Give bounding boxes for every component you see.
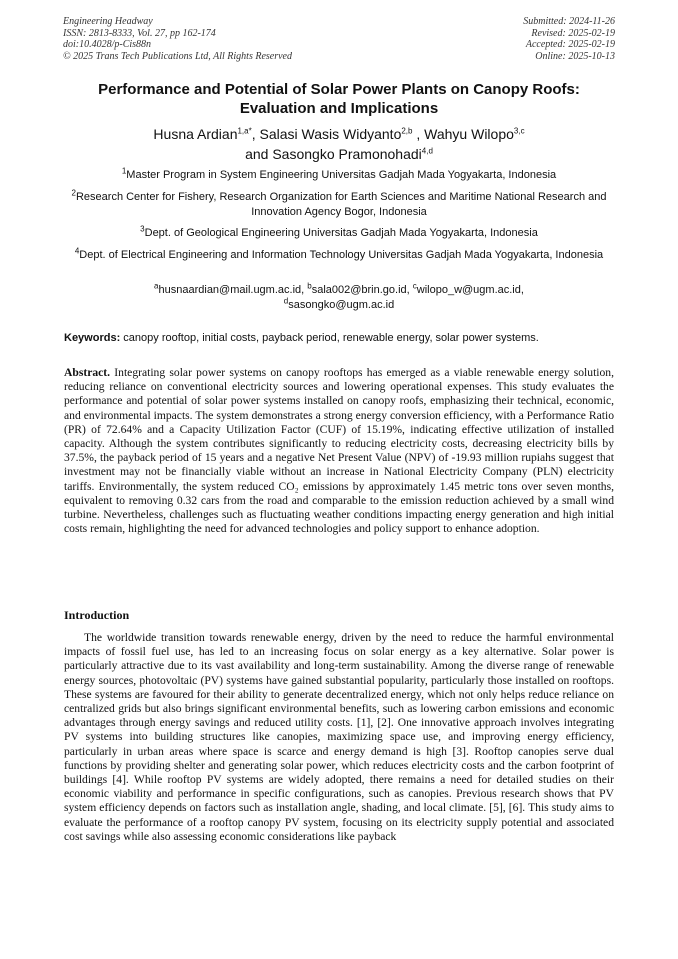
affiliation-text: Research Center for Fishery, Research Organization for Earth Sciences and Maritime National Research and Innovation Agency Bogor, Indonesia [75,191,607,218]
publication-dates [523,16,615,62]
affiliation-2 [60,190,618,219]
author-affil-marker: 4,d [421,146,433,156]
affiliation-number: 2 [71,188,76,198]
paper-title [40,81,638,118]
affiliation-number: 3 [140,224,145,234]
copyright: © 2025 Trans Tech Publications Ltd, All Rights Reserved [63,50,292,62]
affiliation-text: Master Program in System Engineering Universitas Gadjah Mada Yogyakarta, Indonesia [126,169,557,181]
title-line-2: Evaluation and Implications [239,99,439,117]
journal-info [63,16,292,62]
keywords-label: Keywords: [64,332,121,344]
keywords [64,331,624,345]
email-link[interactable]: sala002@brin.go.id, [311,284,413,296]
keywords-text: canopy rooftop, initial costs, payback period, renewable energy, solar power systems. [120,332,539,344]
abstract-text: Integrating solar power systems on canopy rooftops has emerged as a viable renewable energy solution, reducing reliance on conventional electricity sources and lowering operational expenses. This study evaluates the performance and potential of solar power systems installed on canopy roofs, emphasizing their technical, economic, and environmental impacts. The system demonstrates a strong energy conversion efficiency, with a Performance Ratio (PR) of 72.64% and a Capacity Utilization Factor (CUF) of 15.19%, indicating effective utilization of installed capacity. Although the system contributes significantly to reducing electricity costs, decreasing electricity bills by 37.5%, the payback period of 15 years and a negative Net Present Value (NPV) of -19.93 million rupiahs suggest that investment may not be financially viable without an increase in National Electricity Company (PLN) electricity tariffs. Environmentally, the system reduced CO₂ emissions by approximately 1.45 metric tons over seven months, equivalent to removing 0.32 cars from the road and comparable to the emission reduction achieved by a small wind turbine. Nevertheless, challenges such as fluctuating weather conditions impacting energy generation and high initial costs remain, highlighting the need for advanced technologies and policy support to enhance adoption. [64,366,614,536]
affiliation-text: Dept. of Electrical Engineering and Information Technology Universitas Gadjah Mada Yogyakarta, Indonesia [79,249,604,261]
online-date: Online: 2025-10-13 [535,50,615,62]
title-line-1: Performance and Potential of Solar Power Plants on Canopy Roofs: [98,81,580,98]
author-affil-marker: 3,c [513,126,525,136]
authors-line-2 [40,144,638,164]
revised-date: Revised: 2025-02-19 [531,27,615,39]
author-name: Wahyu Wilopo [424,126,514,142]
email-link[interactable]: husnaardian@mail.ugm.ac.id, [158,284,308,296]
introduction-paragraph: The worldwide transition towards renewable energy, driven by the need to reduce the harmful environmental impacts of fossil fuel use, has led to an increasing focus on solar energy as a key alternative. Solar power is particularly attractive due to its vast availability and long-term sustainability. Among the diverse range of renewable energy sources, photovoltaic (PV) systems have gained substantial popularity, particularly those installed on rooftops. These systems are favoured for their ability to generate decentralized energy, which not only helps reduce reliance on centralized grids but also brings significant environmental benefits, such as lowering carbon emissions and economic advantages through energy savings and reduced utility costs. [1], [2]. One innovative approach involves integrating PV systems into building structures like canopies, maximizing space use, and improving energy efficiency, particularly in urban areas where space is scarce and energy demand is high [3]. Rooftop canopies serve dual functions by providing shelter and generating solar power, which reduces electricity costs and the carbon footprint of buildings [4]. While rooftop PV systems are widely adopted, there remains a need for detailed studies on their economic viability and performance in specific configurations, such as canopies. Previous research shows that PV system efficiency depends on factors such as installation angle, shading, and local climate. [5], [6]. This study aims to evaluate the performance of a rooftop canopy PV system, focusing on its electricity supply potential and associated cost savings while also assessing economic considerations like payback [64,631,614,843]
email-link[interactable]: wilopo_w@ugm.ac.id, [416,284,524,296]
journal-name: Engineering Headway [63,16,153,27]
author-separator: , [251,126,260,142]
email-marker: c [412,281,417,291]
author-list [40,124,638,164]
doi[interactable]: doi:10.4028/p-Cis88n [63,39,152,50]
email-marker: d [283,295,289,305]
issn: ISSN: 2813-8333, Vol. 27, pp 162-174 [63,27,216,39]
affiliation-number: 4 [74,246,80,256]
author-name: Husna Ardian [153,126,238,142]
section-heading-introduction: Introduction [64,608,130,622]
author-name: Salasi Wasis Widyanto [259,126,402,142]
authors-line-1 [40,124,638,144]
email-marker: b [307,281,312,291]
author-emails [110,283,568,312]
author-affil-marker: 1,a* [237,126,252,136]
email-marker: a [154,281,159,291]
abstract [64,366,614,536]
affiliation-number: 1 [121,166,127,176]
submitted-date: Submitted: 2024-11-26 [523,16,615,27]
abstract-label: Abstract. [64,366,111,379]
accepted-date: Accepted: 2025-02-19 [525,39,615,50]
affiliation-4 [60,248,618,263]
affiliation-1 [60,168,618,183]
author-separator: , [412,126,425,142]
author-affil-marker: 2,b [401,126,413,136]
affiliation-text: Dept. of Geological Engineering Universitas Gadjah Mada Yogyakarta, Indonesia [144,227,538,239]
author-name: and Sasongko Pramonohadi [245,146,422,162]
email-link[interactable]: sasongko@ugm.ac.id [288,298,395,311]
affiliation-3 [60,226,618,241]
